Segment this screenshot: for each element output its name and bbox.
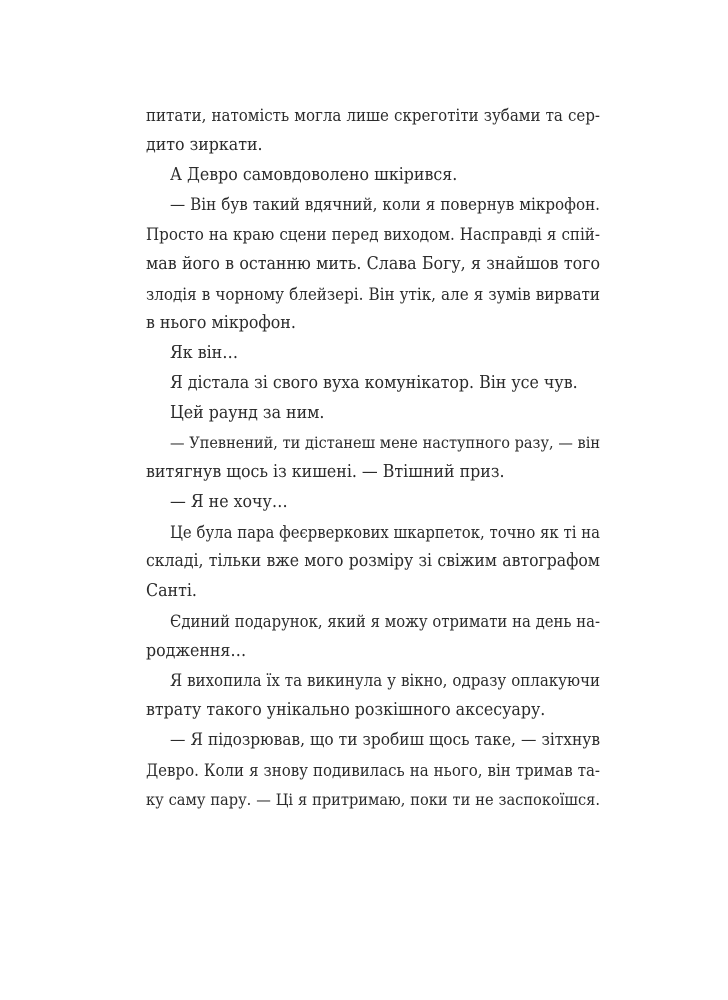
- text-line: в нього мікрофон.: [146, 313, 296, 334]
- text-line: Санті.: [146, 581, 197, 601]
- text-line: родження…: [146, 640, 247, 661]
- text-line: Як він…: [170, 343, 239, 363]
- text-line: Я дістала зі свого вуха комунікатор. Він усе чув.: [170, 372, 578, 393]
- text-line: — Упевнений, ти дістанеш мене наступного разу, — він: [170, 433, 600, 453]
- text-line: А Девро самовдоволено шкірився.: [170, 164, 458, 185]
- text-line: ку саму пару. — Ці я притримаю, поки ти не заспокоїшся.: [146, 790, 600, 810]
- text-line: Цей раунд за ним.: [170, 402, 325, 423]
- text-line: — Я не хочу…: [170, 491, 288, 512]
- text-line: Девро. Коли я знову подивилась на нього, він тримав та-: [146, 760, 600, 780]
- text-line: Я вихопила їх та викинула у вікно, одразу оплакуючи: [170, 670, 600, 691]
- text-line: Це була пара феєрверкових шкарпеток, точно як ті на: [170, 522, 600, 542]
- text-line: Єдиний подарунок, який я можу отримати на день на-: [170, 611, 600, 631]
- page-body-text: [146, 101, 600, 815]
- text-line: втрату такого унікально розкішного аксесуару.: [146, 700, 546, 720]
- text-line: дито зиркати.: [146, 134, 263, 155]
- text-line: витягнув щось із кишені. — Втішний приз.: [146, 462, 505, 482]
- text-line: — Він був такий вдячний, коли я повернув мікрофон.: [170, 194, 600, 215]
- text-line: Просто на краю сцени перед виходом. Насправді я спій-: [146, 224, 600, 244]
- text-line: мав його в останню мить. Слава Богу, я знайшов того: [146, 253, 600, 274]
- text-line: складі, тільки вже мого розміру зі свіжим автографом: [146, 551, 600, 572]
- text-line: злодія в чорному блейзері. Він утік, але я зумів вирвати: [146, 283, 600, 304]
- text-line: питати, натомість могла лише скреготіти зубами та сер-: [146, 105, 600, 125]
- text-line: — Я підозрював, що ти зробиш щось таке, — зітхнув: [170, 729, 600, 750]
